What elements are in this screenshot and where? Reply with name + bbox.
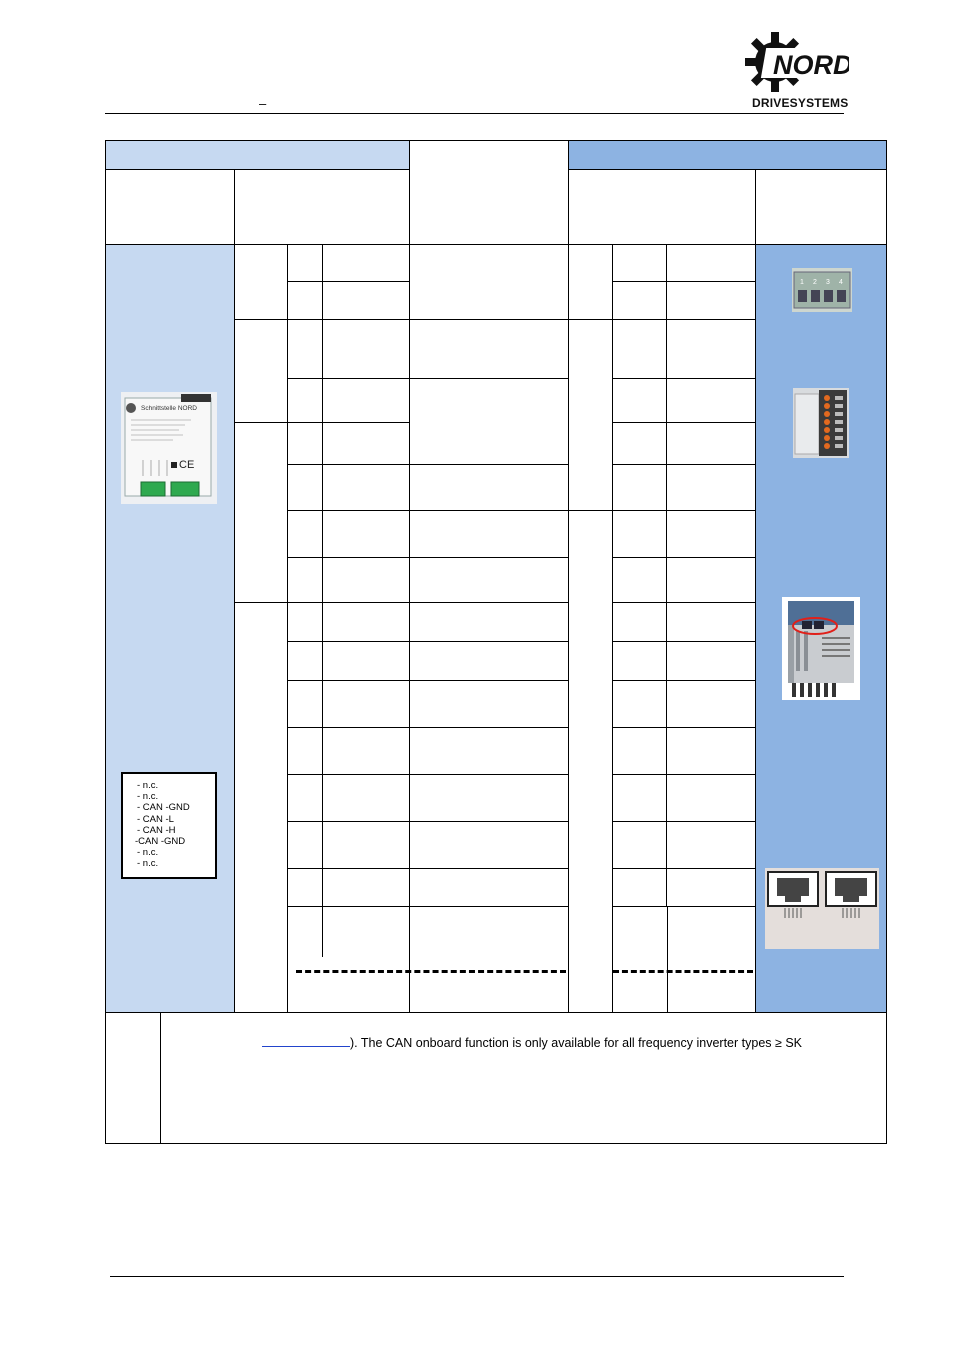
right-signal-cell (667, 320, 756, 379)
header-dash: – (259, 96, 267, 111)
desc-cell (410, 558, 569, 603)
terminal-num: 1 (800, 279, 804, 286)
pin-list-item: - n.c. (137, 847, 159, 859)
right-signal-cell (667, 245, 756, 282)
right-group-header (569, 141, 887, 170)
pin-cell (288, 642, 323, 681)
desc-cell (410, 775, 569, 822)
signal-cell (323, 869, 410, 907)
pin-cell (288, 320, 323, 379)
pin-cell (288, 511, 323, 558)
signal-cell (323, 465, 410, 511)
pin-cell (288, 869, 323, 907)
right-pin-cell (613, 558, 667, 603)
signal-cell (323, 642, 410, 681)
right-pin-cell (613, 245, 667, 282)
inverter-photo (782, 597, 860, 700)
right-pin-cell (613, 511, 667, 558)
terminal-num: 4 (839, 279, 843, 286)
right-group-cell (569, 511, 613, 1013)
last-pin-area (288, 907, 410, 1013)
right-pin-cell (613, 681, 667, 728)
group-a-cell (235, 245, 288, 320)
rj45-sockets-photo (765, 868, 879, 949)
desc-cell (410, 681, 569, 728)
device-label: Schnittstelle NORD (141, 405, 197, 412)
signal-cell (323, 681, 410, 728)
right-pin-cell (613, 603, 667, 642)
pin-cell (288, 822, 323, 869)
right-pin-cell (613, 728, 667, 775)
continuation-dashes-left (296, 970, 566, 973)
ce-mark: CE (179, 459, 195, 471)
pin-cell (288, 423, 323, 465)
signal-cell (323, 728, 410, 775)
right-subheader-2 (756, 170, 887, 245)
right-signal-cell (667, 681, 756, 728)
pin-list-item: - n.c. (137, 858, 159, 870)
signal-cell (323, 511, 410, 558)
group-b-cell (235, 320, 288, 423)
desc-cell (410, 728, 569, 775)
left-group-header (106, 141, 410, 170)
desc-cell (410, 465, 569, 511)
header-rule (105, 113, 844, 114)
right-signal-cell (667, 775, 756, 822)
right-pin-cell (613, 282, 667, 320)
footnote-box (105, 1012, 887, 1144)
right-pin-cell (613, 465, 667, 511)
signal-cell (323, 379, 410, 423)
brand-subtitle: DRIVESYSTEMS (752, 96, 849, 110)
footnote-divider (160, 1013, 161, 1143)
pin-assignment-list (121, 772, 217, 879)
right-signal-cell (667, 465, 756, 511)
left-subheader-2 (235, 170, 410, 245)
signal-cell (323, 423, 410, 465)
right-pin-cell (613, 775, 667, 822)
pin-cell (288, 728, 323, 775)
last-desc-area (410, 907, 569, 1013)
device-image-cell (106, 245, 235, 1013)
pin-list-item: - n.c. (137, 791, 159, 803)
right-group-cell (569, 245, 613, 320)
pin-list-item: -CAN -GND (135, 836, 186, 848)
signal-cell (323, 558, 410, 603)
pin-list-item: - n.c. (137, 780, 159, 791)
pin-cell (288, 465, 323, 511)
right-signal-cell (667, 869, 756, 907)
desc-cell (410, 642, 569, 681)
footnote-sentence: ). The CAN onboard function is only available for all frequency inverter types ≥ SK (350, 1036, 802, 1050)
pin-cell (288, 379, 323, 423)
last-right-area (613, 907, 756, 1013)
signal-cell (323, 320, 410, 379)
pin-cell (288, 245, 323, 282)
signal-cell (323, 603, 410, 642)
pin-cell (288, 558, 323, 603)
right-pin-divider (667, 907, 668, 1012)
right-signal-cell (667, 511, 756, 558)
right-signal-cell (667, 728, 756, 775)
pin-list-item: - CAN -L (137, 813, 174, 825)
right-pin-cell (613, 379, 667, 423)
pin-list-item: - CAN -H (137, 824, 176, 836)
right-signal-cell (667, 379, 756, 423)
right-pin-cell (613, 642, 667, 681)
device-photo (121, 392, 217, 504)
pin-list-item: - CAN -GND (137, 802, 190, 814)
group-d-cell (235, 603, 288, 1013)
desc-cell (410, 320, 569, 379)
continuation-dashes-right (613, 970, 753, 973)
footer-rule (110, 1276, 844, 1277)
spring-terminal-photo (793, 388, 849, 458)
pin-cell (288, 775, 323, 822)
right-subheader-1 (569, 170, 756, 245)
group-c-cell (235, 423, 288, 603)
desc-cell (410, 869, 569, 907)
brand-word: NORD (773, 50, 849, 80)
terminal-num: 3 (826, 279, 830, 286)
pin-divider (322, 907, 323, 957)
right-pin-cell (613, 822, 667, 869)
signal-cell (323, 282, 410, 320)
desc-cell (410, 511, 569, 558)
desc-cell (410, 245, 569, 320)
right-signal-cell (667, 642, 756, 681)
signal-cell (323, 775, 410, 822)
middle-header (410, 141, 569, 245)
right-pin-cell (613, 423, 667, 465)
right-signal-cell (667, 822, 756, 869)
right-signal-cell (667, 282, 756, 320)
terminal-block-photo (792, 268, 852, 312)
desc-cell (410, 603, 569, 642)
footnote-link[interactable] (262, 1034, 350, 1047)
right-signal-cell (667, 558, 756, 603)
pin-cell (288, 681, 323, 728)
footnote-text (170, 1034, 802, 1050)
terminal-num: 2 (813, 279, 817, 286)
left-subheader-1 (106, 170, 235, 245)
pin-cell (288, 603, 323, 642)
signal-cell (323, 245, 410, 282)
right-pin-cell (613, 320, 667, 379)
right-pin-cell (613, 869, 667, 907)
desc-cell (410, 379, 569, 465)
signal-cell (323, 822, 410, 869)
desc-cell (410, 822, 569, 869)
pin-cell (288, 282, 323, 320)
right-signal-cell (667, 423, 756, 465)
right-signal-cell (667, 603, 756, 642)
right-group-cell (569, 320, 613, 511)
